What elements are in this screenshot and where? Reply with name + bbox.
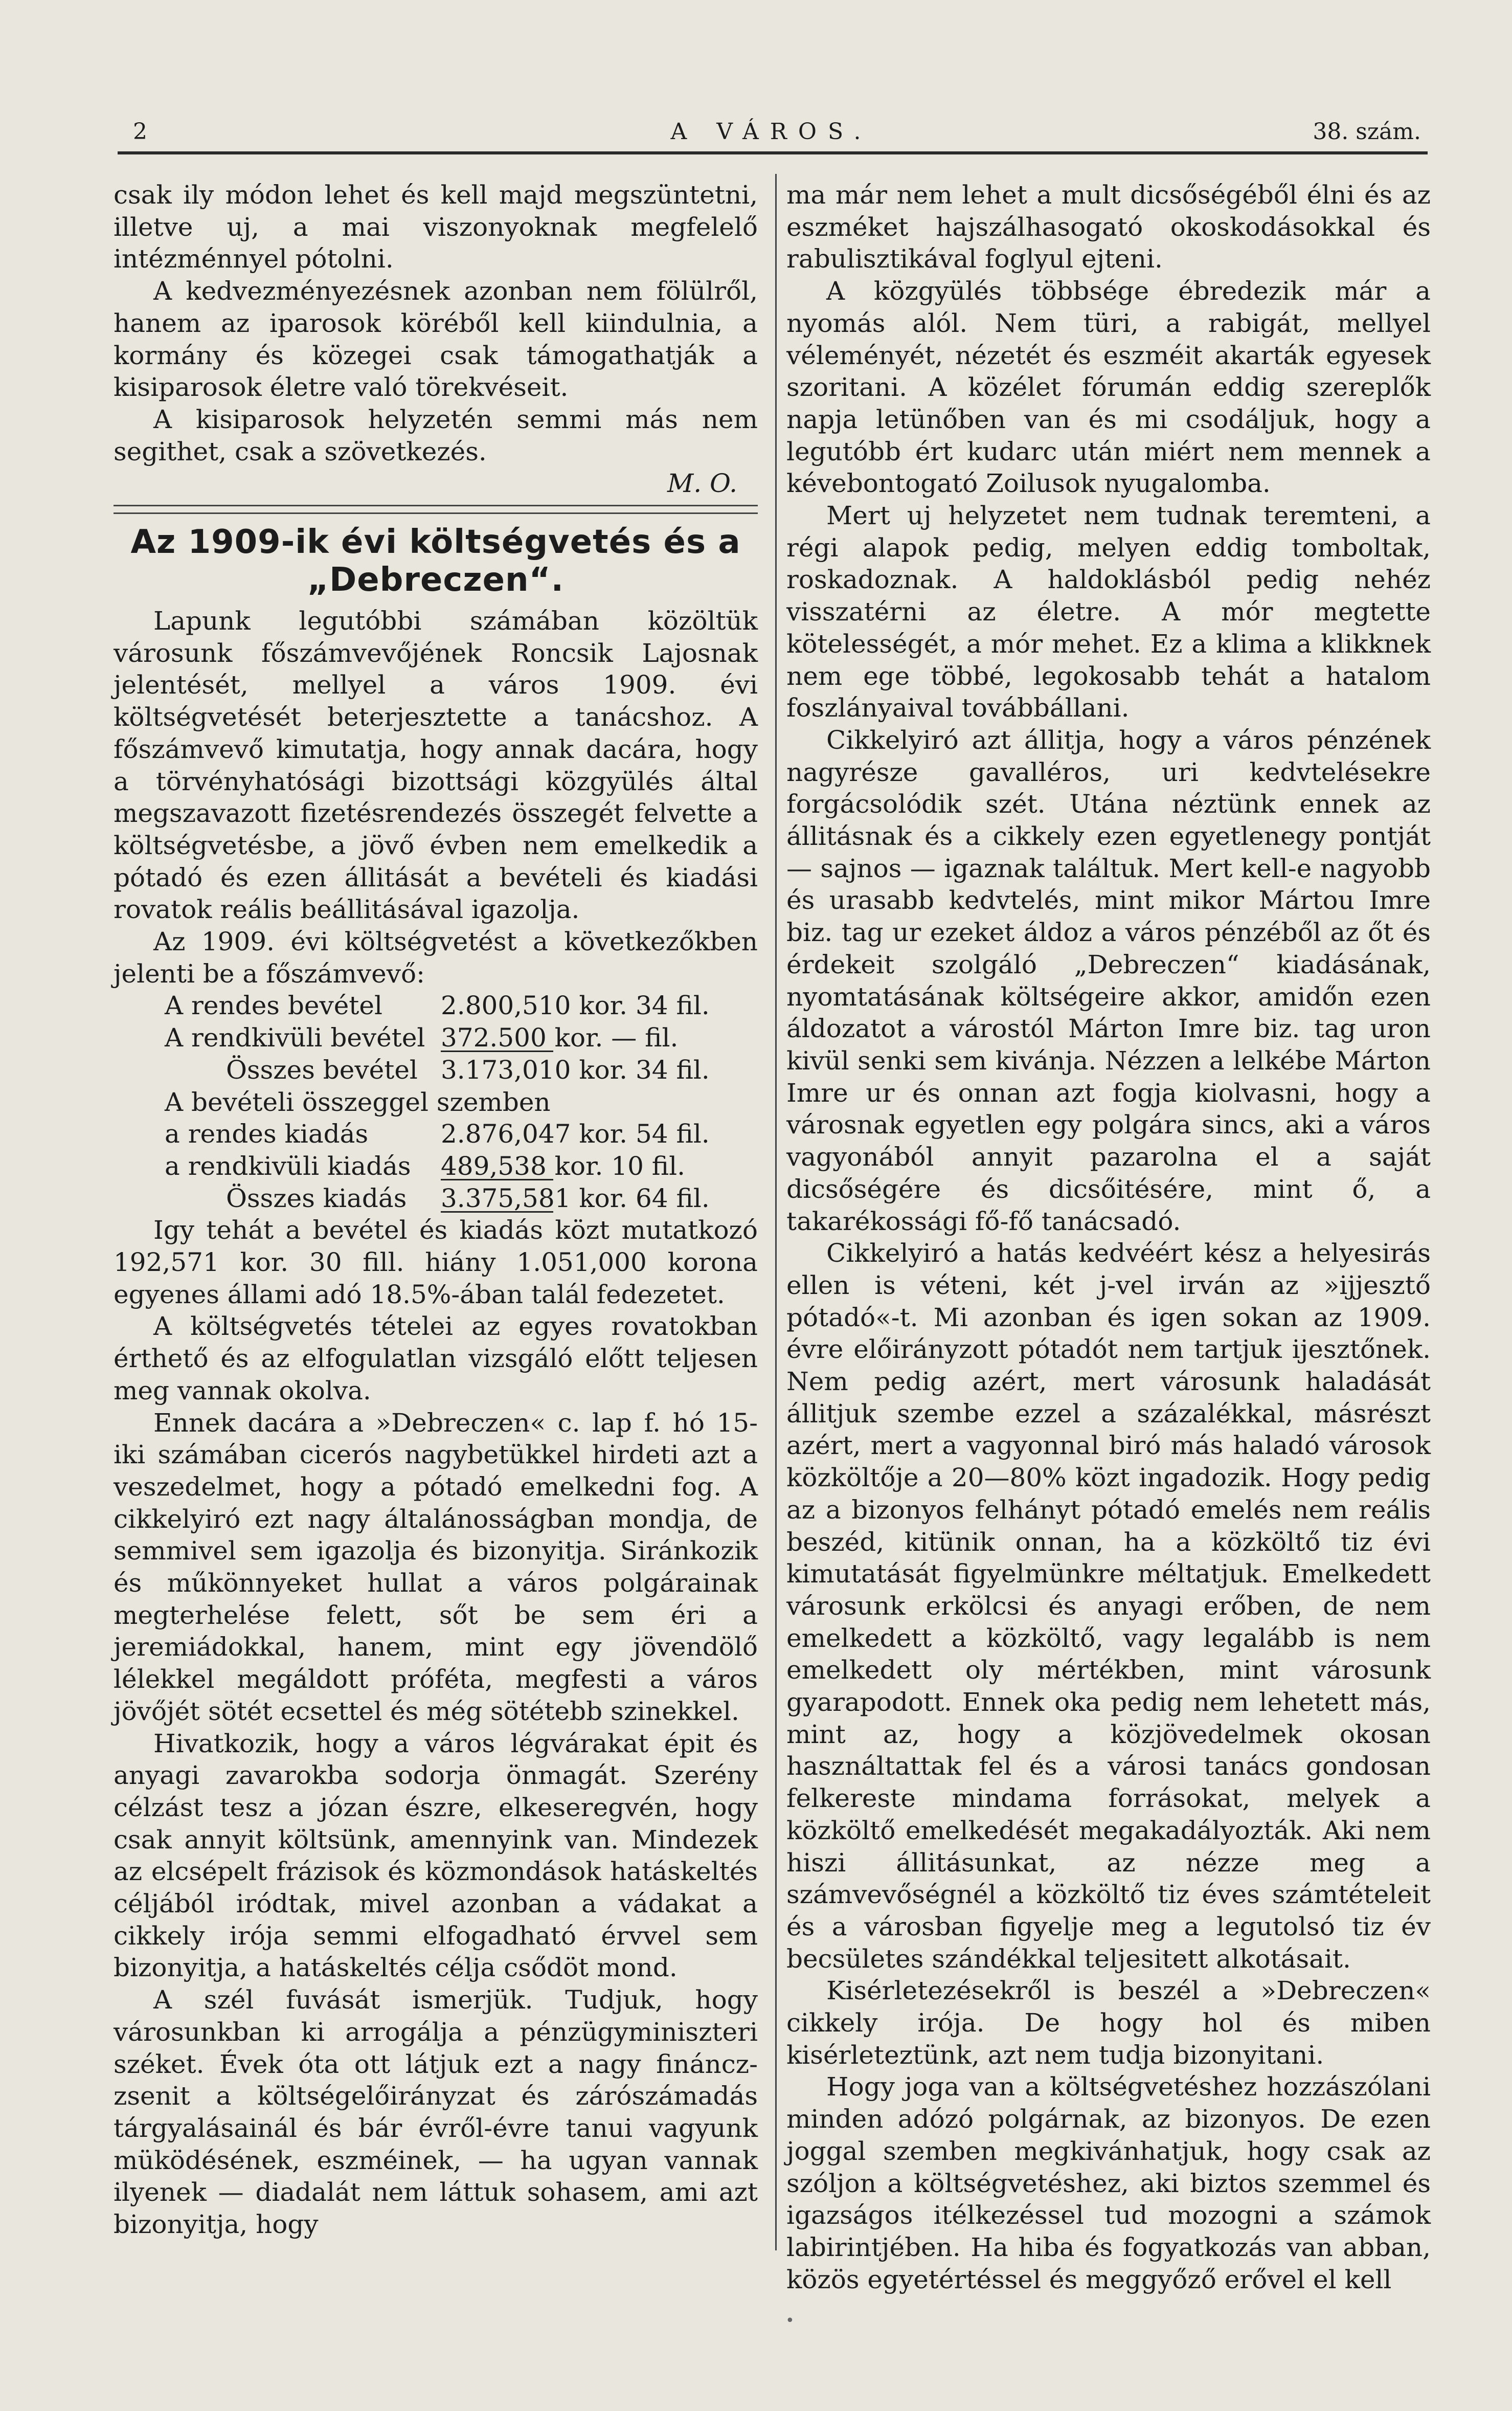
column-divider [775, 174, 777, 2250]
budget-label: A rendes bevétel [165, 991, 382, 1021]
paragraph: Az 1909. évi költségvetést a következőkben jelenti be a főszámvevő: [114, 927, 758, 989]
paragraph: Cikkelyiró a hatás kedvéért kész a helyesirás ellen is véteni, két j-vel irván az »ijjesztő pótadó«-t. Mi azonban és igen sokan az 1909. évre előirányzott pótadót nem tartjuk ijesztőnek. Nem pedig azért, mert városunk haladását állitjuk szembe ezzel a százalékkal, másrészt azért, mert a vagyonnal biró más haladó városok közköltője a 20—80% közt ingadozik. Hogy pedig az a bizonyos felhányt pótadó emelés nem reális beszéd, kitünik onnan, ha a közköltő tiz évi kimutatását figyelmünkre méltatjuk. Emelkedett városunk erkölcsi és anyagi erőben, de nem emelkedett a közköltő, vagy legalább is nem emelkedett oly mértékben, mint városunk gyarapodott. Ennek oka pedig nem lehetett más, mint az, hogy a közjövedelmek okosan használtattak fel és a városi tanács gondosan felkereste mindama forrásokat, melyek a közköltő emelkedését megakadályozták. Aki nem hiszi állitásunkat, az nézze meg a számvevőségnél a közköltő tiz éves számtételeit és a városban figyelje meg a legutolsó tiz év becsületes szándékkal teljesitett alkotásait. [786, 1238, 1431, 1974]
budget-label: A bevételi összeggel szemben [165, 1087, 551, 1117]
page-number: 2 [133, 119, 147, 145]
budget-row [114, 1182, 758, 1215]
header-rule [118, 151, 1428, 154]
budget-amount: 2.876,047 kor. 54 fil. [441, 1119, 710, 1149]
left-column [114, 179, 758, 2241]
newspaper-title: A VÁROS. [670, 119, 872, 145]
budget-amount: 3.173,010 kor. 34 fil. [441, 1055, 710, 1085]
budget-table [114, 990, 758, 1214]
paragraph: Ennek dacára a »Debreczen« c. lap f. hó 15-iki számában cicerós nagybetükkel hirdeti azt a veszedelmet, hogy a pótadó emelkedni fog. A cikkelyiró ezt nagy általánosságban mondja, de semmivel sem igazolja és bizonyitja. Siránkozik és műkönnyeket hullat a város polgárainak megterhelése felett, sőt be sem éri a jeremiádokkal, hanem, mint egy jövendölő lélekkel megáldott próféta, megfesti a város jövőjét sötét ecsettel és még sötétebb szinekkel. [114, 1408, 758, 1726]
paragraph: Lapunk legutóbbi számában közöltük városunk főszámvevőjének Roncsik Lajosnak jelentését, mellyel a város 1909. évi költségvetését beterjesztette a tanácshoz. A főszámvevő kimutatja, hogy annak dacára, hogy a törvényhatósági bizottsági közgyülés által megszavazott fizetésrendezés összegét felvette a költségvetésbe, a jövő évben nem emelkedik a pótadó és ezen állitását a bevételi és kiadási rovatok reális beállitásával igazolja. [114, 606, 758, 925]
budget-amount: 489,538 kor. 10 fil. [441, 1151, 686, 1181]
paragraph: A kedvezményezésnek azonban nem fölülről, hanem az iparosok köréből kell kiindulnia, a kormány és közegei csak támogathatják a kisiparosok életre való törekvéseit. [114, 276, 758, 403]
paragraph: A kisiparosok helyzetén semmi más nem segithet, csak a szövetkezés. [114, 404, 758, 466]
paragraph: Hivatkozik, hogy a város légvárakat épit és anyagi zavarokba sodorja önmagát. Szerény célzást tesz a józan észre, elkeseregvén, hogy csak annyit költsünk, amennyink van. Mindezek az elcsépelt frázisok és közmondások hatáskeltés céljából iródtak, mivel azonban a vádakat a cikkely irója semmi elfogadható érvvel sem bizonyitja, a hatáskeltés célja csődöt mond. [114, 1728, 758, 1983]
paragraph: A szél fuvását ismerjük. Tudjuk, hogy városunkban ki arrogálja a pénzügyminiszteri széket. Évek óta ott látjuk ezt a nagy fináncz-zsenit a költségelőirányzat és zárószámadás tárgyalásainál és bár évről-évre tanui vagyunk müködésének, eszméinek, — ha ugyan vannak ilyenek — diadalát nem láttuk sohasem, ami azt bizonyitja, hogy [114, 1985, 758, 2240]
budget-label: a rendes kiadás [165, 1119, 369, 1149]
budget-row [114, 1118, 758, 1150]
budget-label: A rendkivüli bevétel [165, 1023, 425, 1053]
budget-row [114, 990, 758, 1022]
paragraph: Kisérletezésekről is beszél a »Debreczen« cikkely irója. De hogy hol és miben kisérleteztünk, azt nem tudja bizonyitani. [786, 1976, 1431, 2070]
budget-amount: 2.800,510 kor. 34 fil. [441, 991, 710, 1021]
budget-row [114, 1022, 758, 1054]
paragraph: ma már nem lehet a mult dicsőségéből élni és az eszméket hajszálhasogató okoskodásokkal és rabulisztikával foglyul ejteni. [786, 180, 1431, 274]
budget-row [114, 1054, 758, 1086]
section-divider [114, 505, 758, 514]
paragraph: Igy tehát a bevétel és kiadás közt mutatkozó 192,571 kor. 30 fill. hiány 1.051,000 korona egyenes állami adó 18.5%-ában talál fedezetet. [114, 1215, 758, 1309]
budget-label: Összes kiadás [226, 1183, 407, 1213]
page-header [118, 119, 1425, 149]
issue-number: 38. szám. [1313, 119, 1421, 145]
paragraph: A közgyülés többsége ébredezik már a nyomás alól. Nem türi, a rabigát, mellyel véleményét, nézetét és eszméit akarták egyesek szoritani. A közélet fórumán eddig szereplők napja letünőben van és mi csodáljuk, hogy a legutóbb ért kudarc után miért nem mennek a kévebontogató Zoilusok nyugalomba. [786, 276, 1431, 499]
paragraph: A költségvetés tételei az egyes rovatokban érthető és az elfogulatlan vizsgáló előtt teljesen meg vannak okolva. [114, 1311, 758, 1405]
budget-amount: 372.500 kor. — fil. [441, 1023, 679, 1053]
budget-amount [441, 1086, 553, 1119]
budget-amount: 3.375,581 kor. 64 fil. [441, 1183, 710, 1213]
paragraph: Hogy joga van a költségvetéshez hozzászólani minden adózó polgárnak, az bizonyos. De ezen joggal szemben megkivánhatjuk, hogy csak az szóljon a költségvetéshez, aki biztos szemmel és igazságos itélkezéssel tud mozogni a számok labirintjében. Ha hiba és fogyatkozás van abban, közös egyetértéssel és meggyőző erővel el kell [786, 2072, 1431, 2294]
paragraph: Mert uj helyzetet nem tudnak teremteni, a régi alapok pedig, melyen eddig tomboltak, roskadoznak. A haldoklásból pedig nehéz visszatérni az életre. A mór megtette kötelességét, a mór mehet. Ez a klima a klikknek nem ege többé, legokosabb tehát a hatalom foszlányaival továbbállani. [786, 501, 1431, 723]
budget-label: Összes bevétel [226, 1055, 418, 1085]
article-title: Az 1909-ik évi költségvetés és a „Debreczen“. [130, 523, 741, 599]
ink-speck: • [785, 2312, 795, 2330]
budget-row [114, 1086, 758, 1119]
author-signature: M. O. [667, 468, 737, 499]
budget-row [114, 1150, 758, 1182]
paragraph: csak ily módon lehet és kell majd megszüntetni, illetve uj, a mai viszonyoknak megfelelő intézménnyel pótolni. [114, 180, 758, 274]
right-column [786, 179, 1431, 2295]
budget-label: a rendkivüli kiadás [165, 1151, 411, 1181]
paragraph: Cikkelyiró azt állitja, hogy a város pénzének nagyrésze gavalléros, uri kedvtelésekre forgácsolódik szét. Utána néztünk ennek az állitásnak és a cikkely ezen egyetlenegy pontját — sajnos — igaznak találtuk. Mert kell-e nagyobb és urasabb kedvtelés, mint mikor Mártou Imre biz. tag ur ezeket áldoz a város pénzéből az őt és érdekeit szolgáló „Debreczen“ kiadásának, nyomtatásának költségeire akkor, amidőn ezen áldozatot a várostól Márton Imre biz. tag uron kivül senki sem kivánja. Nézzen a lelkébe Márton Imre ur és onnan azt fogja kiolvasni, hogy a városnak egyetlen egy polgára sincs, aki a város vagyonából annyit pazarolna el a saját dicsőségére és dicsőitésére, mint ő, a takarékossági fő-fő tanácsadó. [786, 725, 1431, 1236]
